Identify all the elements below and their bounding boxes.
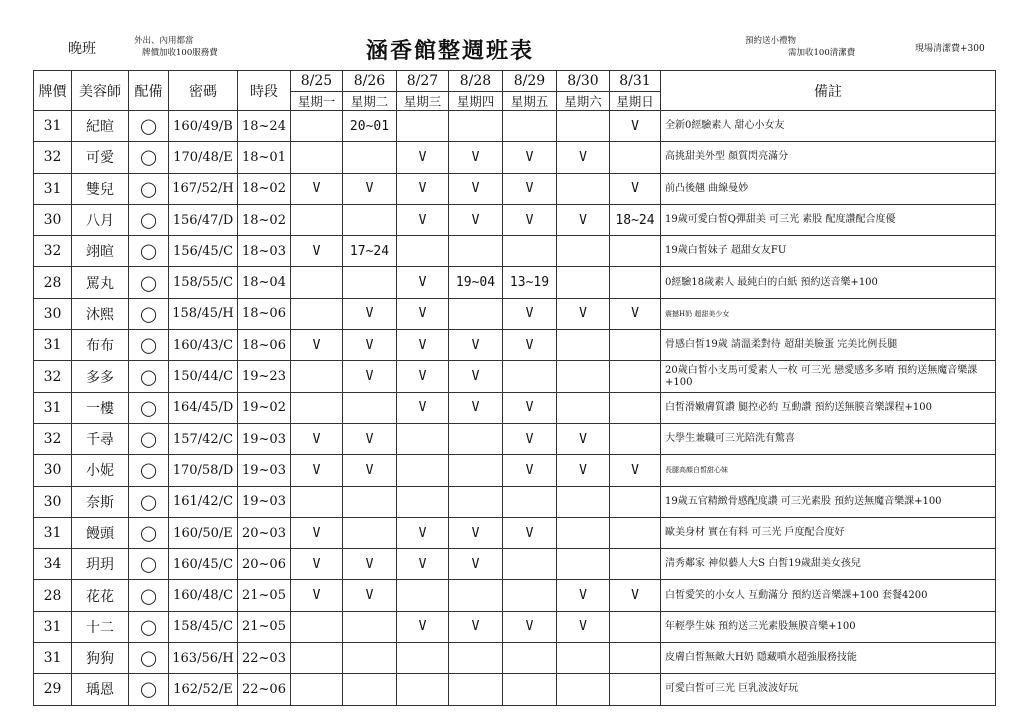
name-cell: 一樓 xyxy=(72,392,129,423)
day-cell xyxy=(449,674,503,705)
header-date: 8/28 xyxy=(449,71,503,92)
time-cell: 18~03 xyxy=(238,236,291,267)
price-cell: 32 xyxy=(34,142,72,173)
day-cell: V xyxy=(557,455,610,486)
day-cell: V xyxy=(343,298,397,329)
time-cell: 19~23 xyxy=(238,361,291,392)
day-cell xyxy=(503,236,557,267)
day-cell xyxy=(291,111,343,142)
day-cell: V xyxy=(503,611,557,642)
day-cell xyxy=(610,486,661,517)
day-cell xyxy=(449,423,503,454)
code-cell: 162/52/E xyxy=(169,674,238,705)
day-cell xyxy=(557,267,610,298)
header-date: 8/27 xyxy=(397,71,449,92)
equip-cell: ◯ xyxy=(129,173,169,204)
day-cell xyxy=(291,298,343,329)
note-cell: 全新0經驗素人 甜心小女友 xyxy=(661,111,996,142)
code-cell: 150/44/C xyxy=(169,361,238,392)
header-time: 時段 xyxy=(238,71,291,111)
name-cell: 紀暄 xyxy=(72,111,129,142)
day-cell: V xyxy=(397,330,449,361)
page-title: 涵香館整週班表 xyxy=(365,38,534,64)
day-cell: V xyxy=(291,549,343,580)
table-row xyxy=(34,142,996,173)
day-cell: V xyxy=(610,580,661,611)
name-cell: 小妮 xyxy=(72,455,129,486)
header-weekday: 星期一 xyxy=(291,92,343,111)
day-cell: V xyxy=(503,173,557,204)
day-cell xyxy=(557,361,610,392)
code-cell: 156/45/C xyxy=(169,236,238,267)
day-cell: V xyxy=(397,298,449,329)
day-cell xyxy=(291,204,343,235)
day-cell: V xyxy=(610,111,661,142)
day-cell xyxy=(343,392,397,423)
day-cell xyxy=(503,361,557,392)
day-cell xyxy=(449,455,503,486)
day-cell xyxy=(291,142,343,173)
day-cell xyxy=(557,643,610,674)
day-cell xyxy=(557,517,610,548)
code-cell: 160/50/E xyxy=(169,517,238,548)
price-cell: 30 xyxy=(34,486,72,517)
day-cell: 20~01 xyxy=(343,111,397,142)
day-cell xyxy=(449,486,503,517)
note-cell: 清秀鄰家 神似藝人大S 白皙19歲甜美女孩兒 xyxy=(661,549,996,580)
code-cell: 160/49/B xyxy=(169,111,238,142)
day-cell: V xyxy=(291,173,343,204)
day-cell: V xyxy=(343,173,397,204)
note-cell: 白皙愛笑的小女人 互動滿分 預約送音樂課+100 套餐4200 xyxy=(661,580,996,611)
table-row xyxy=(34,236,996,267)
day-cell: V xyxy=(397,549,449,580)
time-cell: 18~01 xyxy=(238,142,291,173)
day-cell: V xyxy=(610,455,661,486)
note-cell: 前凸後翹 曲線曼妙 xyxy=(661,173,996,204)
table-row xyxy=(34,111,996,142)
equip-cell: ◯ xyxy=(129,549,169,580)
day-cell xyxy=(610,517,661,548)
table-row xyxy=(34,330,996,361)
price-cell: 31 xyxy=(34,111,72,142)
day-cell xyxy=(397,643,449,674)
day-cell: V xyxy=(291,517,343,548)
day-cell xyxy=(343,643,397,674)
day-cell: 18~24 xyxy=(610,204,661,235)
code-cell: 158/45/H xyxy=(169,298,238,329)
day-cell xyxy=(397,236,449,267)
day-cell xyxy=(610,674,661,705)
code-cell: 158/55/C xyxy=(169,267,238,298)
note-cell: 高挑甜美外型 顏質閃亮滿分 xyxy=(661,142,996,173)
header-date: 8/25 xyxy=(291,71,343,92)
day-cell: V xyxy=(503,298,557,329)
day-cell xyxy=(397,486,449,517)
day-cell: V xyxy=(291,580,343,611)
day-cell: 19~04 xyxy=(449,267,503,298)
table-row xyxy=(34,455,996,486)
day-cell: V xyxy=(503,204,557,235)
day-cell: V xyxy=(449,173,503,204)
day-cell: V xyxy=(343,361,397,392)
day-cell: V xyxy=(343,423,397,454)
day-cell: V xyxy=(449,611,503,642)
day-cell: V xyxy=(610,298,661,329)
day-cell xyxy=(397,580,449,611)
equip-cell: ◯ xyxy=(129,111,169,142)
header-weekday: 星期五 xyxy=(503,92,557,111)
note-cell: 骨感白皙19歲 請溫柔對待 超甜美臉蛋 完美比例長腿 xyxy=(661,330,996,361)
time-cell: 18~02 xyxy=(238,204,291,235)
day-cell xyxy=(449,298,503,329)
day-cell xyxy=(291,486,343,517)
name-cell: 玥玥 xyxy=(72,549,129,580)
day-cell: V xyxy=(449,549,503,580)
table-row xyxy=(34,423,996,454)
code-cell: 167/52/H xyxy=(169,173,238,204)
time-cell: 18~04 xyxy=(238,267,291,298)
note-cell: 年輕學生妹 預約送三光素股無膜音樂+100 xyxy=(661,611,996,642)
header-date: 8/31 xyxy=(610,71,661,92)
price-cell: 31 xyxy=(34,517,72,548)
day-cell xyxy=(343,517,397,548)
cleaning-fee-note: 現場清潔費+300 xyxy=(915,44,985,54)
price-cell: 31 xyxy=(34,330,72,361)
note-cell: 震撼H奶 超甜美少女 xyxy=(661,298,996,329)
equip-cell: ◯ xyxy=(129,267,169,298)
equip-cell: ◯ xyxy=(129,236,169,267)
day-cell xyxy=(610,643,661,674)
name-cell: 布布 xyxy=(72,330,129,361)
table-row xyxy=(34,486,996,517)
day-cell xyxy=(557,674,610,705)
day-cell xyxy=(343,267,397,298)
note-cell: 19歲可愛白皙Q彈甜美 可三光 素股 配度讚配合度優 xyxy=(661,204,996,235)
name-cell: 狗狗 xyxy=(72,643,129,674)
day-cell: V xyxy=(503,142,557,173)
header-weekday: 星期六 xyxy=(557,92,610,111)
day-cell: V xyxy=(397,611,449,642)
note-cell: 19歲五官精緻骨感配度讚 可三光素股 預約送無魔音樂課+100 xyxy=(661,486,996,517)
day-cell xyxy=(557,486,610,517)
equip-cell: ◯ xyxy=(129,486,169,517)
header-date: 8/26 xyxy=(343,71,397,92)
note-cell: 20歲白皙小支馬可愛素人一枚 可三光 戀愛感多多唷 預約送無魔音樂課+100 xyxy=(661,361,996,392)
equip-cell: ◯ xyxy=(129,580,169,611)
day-cell xyxy=(610,361,661,392)
day-cell xyxy=(291,392,343,423)
day-cell xyxy=(397,674,449,705)
day-cell xyxy=(343,204,397,235)
day-cell xyxy=(291,611,343,642)
price-cell: 29 xyxy=(34,674,72,705)
day-cell: V xyxy=(610,173,661,204)
time-cell: 20~03 xyxy=(238,517,291,548)
equip-cell: ◯ xyxy=(129,392,169,423)
code-cell: 170/58/D xyxy=(169,455,238,486)
day-cell xyxy=(610,330,661,361)
price-cell: 30 xyxy=(34,455,72,486)
note-cell: 歐美身材 實在有料 可三光 戶度配合度好 xyxy=(661,517,996,548)
price-cell: 28 xyxy=(34,267,72,298)
shift-label: 晚班 xyxy=(68,41,96,57)
price-cell: 31 xyxy=(34,611,72,642)
note-cell: 可愛白皙可三光 巨乳波波好玩 xyxy=(661,674,996,705)
time-cell: 22~03 xyxy=(238,643,291,674)
code-cell: 156/47/D xyxy=(169,204,238,235)
day-cell xyxy=(557,330,610,361)
table-row xyxy=(34,517,996,548)
time-cell: 19~03 xyxy=(238,455,291,486)
day-cell xyxy=(503,674,557,705)
header-price: 牌價 xyxy=(34,71,72,111)
day-cell xyxy=(343,142,397,173)
price-cell: 32 xyxy=(34,361,72,392)
day-cell xyxy=(557,173,610,204)
day-cell: V xyxy=(503,392,557,423)
schedule-table xyxy=(33,70,996,706)
day-cell: V xyxy=(557,298,610,329)
day-cell: V xyxy=(449,517,503,548)
table-row xyxy=(34,267,996,298)
day-cell xyxy=(449,643,503,674)
name-cell: 可愛 xyxy=(72,142,129,173)
header-weekday: 星期三 xyxy=(397,92,449,111)
name-cell: 罵丸 xyxy=(72,267,129,298)
day-cell: V xyxy=(291,236,343,267)
day-cell xyxy=(449,236,503,267)
day-cell: V xyxy=(557,580,610,611)
day-cell: V xyxy=(343,549,397,580)
equip-cell: ◯ xyxy=(129,361,169,392)
day-cell: V xyxy=(557,423,610,454)
price-cell: 28 xyxy=(34,580,72,611)
name-cell: 千尋 xyxy=(72,423,129,454)
day-cell: V xyxy=(291,330,343,361)
table-row xyxy=(34,674,996,705)
table-row xyxy=(34,611,996,642)
day-cell xyxy=(343,674,397,705)
equip-cell: ◯ xyxy=(129,455,169,486)
note-cell: 白皙滑嫩膚質讚 腿控必約 互動讚 預約送無膜音樂課程+100 xyxy=(661,392,996,423)
table-row xyxy=(34,361,996,392)
day-cell: V xyxy=(503,330,557,361)
code-cell: 164/45/D xyxy=(169,392,238,423)
time-cell: 20~06 xyxy=(238,549,291,580)
day-cell: V xyxy=(449,204,503,235)
note-cell: 19歲白皙妹子 超甜女友FU xyxy=(661,236,996,267)
header-equip: 配備 xyxy=(129,71,169,111)
price-cell: 31 xyxy=(34,392,72,423)
day-cell xyxy=(557,392,610,423)
price-cell: 31 xyxy=(34,173,72,204)
day-cell xyxy=(610,236,661,267)
equip-cell: ◯ xyxy=(129,142,169,173)
day-cell xyxy=(343,486,397,517)
equip-cell: ◯ xyxy=(129,298,169,329)
code-cell: 157/42/C xyxy=(169,423,238,454)
day-cell: V xyxy=(557,142,610,173)
header-weekday: 星期四 xyxy=(449,92,503,111)
table-row xyxy=(34,580,996,611)
name-cell: 奈斯 xyxy=(72,486,129,517)
day-cell xyxy=(503,549,557,580)
name-cell: 饅頭 xyxy=(72,517,129,548)
name-cell: 多多 xyxy=(72,361,129,392)
day-cell xyxy=(397,423,449,454)
price-cell: 32 xyxy=(34,423,72,454)
code-cell: 160/48/C xyxy=(169,580,238,611)
header-name: 美容師 xyxy=(72,71,129,111)
price-cell: 31 xyxy=(34,643,72,674)
name-cell: 翊暄 xyxy=(72,236,129,267)
time-cell: 18~06 xyxy=(238,330,291,361)
day-cell: V xyxy=(397,173,449,204)
equip-cell: ◯ xyxy=(129,423,169,454)
header-weekday: 星期日 xyxy=(610,92,661,111)
table-row xyxy=(34,173,996,204)
table-row xyxy=(34,392,996,423)
day-cell: V xyxy=(397,204,449,235)
name-cell: 瑀恩 xyxy=(72,674,129,705)
table-row xyxy=(34,643,996,674)
day-cell xyxy=(610,142,661,173)
equip-cell: ◯ xyxy=(129,330,169,361)
day-cell xyxy=(291,361,343,392)
day-cell xyxy=(610,267,661,298)
price-cell: 30 xyxy=(34,298,72,329)
table-row xyxy=(34,549,996,580)
table-row xyxy=(34,298,996,329)
day-cell xyxy=(610,611,661,642)
day-cell xyxy=(610,392,661,423)
day-cell: V xyxy=(503,423,557,454)
equip-cell: ◯ xyxy=(129,674,169,705)
day-cell: V xyxy=(397,142,449,173)
header-note: 備註 xyxy=(661,71,996,111)
note-cell: 長腿高顏白皙甜心妹 xyxy=(661,455,996,486)
day-cell: 13~19 xyxy=(503,267,557,298)
time-cell: 21~05 xyxy=(238,611,291,642)
table-row xyxy=(34,204,996,235)
price-cell: 32 xyxy=(34,236,72,267)
price-cell: 34 xyxy=(34,549,72,580)
time-cell: 18~02 xyxy=(238,173,291,204)
name-cell: 雙兒 xyxy=(72,173,129,204)
day-cell: V xyxy=(291,455,343,486)
day-cell xyxy=(610,423,661,454)
day-cell xyxy=(557,549,610,580)
service-note-line1: 外出、內用都當 xyxy=(134,36,194,46)
day-cell: V xyxy=(557,204,610,235)
code-cell: 158/45/C xyxy=(169,611,238,642)
day-cell xyxy=(503,486,557,517)
time-cell: 21~05 xyxy=(238,580,291,611)
name-cell: 沐熙 xyxy=(72,298,129,329)
note-cell: 大學生兼職可三光陪洗有驚喜 xyxy=(661,423,996,454)
day-cell xyxy=(449,111,503,142)
note-cell: 0經驗18歲素人 最純白的白紙 預約送音樂+100 xyxy=(661,267,996,298)
day-cell: V xyxy=(449,142,503,173)
day-cell: V xyxy=(503,455,557,486)
day-cell xyxy=(397,111,449,142)
day-cell: V xyxy=(397,392,449,423)
header-weekday: 星期二 xyxy=(343,92,397,111)
day-cell: V xyxy=(343,330,397,361)
name-cell: 十二 xyxy=(72,611,129,642)
day-cell: V xyxy=(557,611,610,642)
gift-note-line1: 預約送小禮物 xyxy=(745,36,797,46)
day-cell xyxy=(343,611,397,642)
day-cell: V xyxy=(397,267,449,298)
day-cell: V xyxy=(503,517,557,548)
service-note-line2: 牌價加收100服務費 xyxy=(142,48,218,58)
day-cell: V xyxy=(291,423,343,454)
day-cell: 17~24 xyxy=(343,236,397,267)
day-cell xyxy=(291,643,343,674)
day-cell xyxy=(503,580,557,611)
header-date: 8/29 xyxy=(503,71,557,92)
day-cell: V xyxy=(343,455,397,486)
day-cell xyxy=(449,580,503,611)
equip-cell: ◯ xyxy=(129,643,169,674)
code-cell: 160/45/C xyxy=(169,549,238,580)
code-cell: 160/43/C xyxy=(169,330,238,361)
note-cell: 皮膚白皙無敵大H奶 隱藏噴水超強服務技能 xyxy=(661,643,996,674)
time-cell: 18~24 xyxy=(238,111,291,142)
day-cell: V xyxy=(343,580,397,611)
day-cell: V xyxy=(397,517,449,548)
header-code: 密碼 xyxy=(169,71,238,111)
day-cell xyxy=(503,111,557,142)
day-cell: V xyxy=(449,330,503,361)
day-cell xyxy=(397,455,449,486)
day-cell xyxy=(503,643,557,674)
equip-cell: ◯ xyxy=(129,204,169,235)
time-cell: 19~02 xyxy=(238,392,291,423)
code-cell: 161/42/C xyxy=(169,486,238,517)
equip-cell: ◯ xyxy=(129,517,169,548)
day-cell xyxy=(557,236,610,267)
time-cell: 19~03 xyxy=(238,486,291,517)
gift-note-line2: 需加收100清潔費 xyxy=(788,48,856,58)
day-cell xyxy=(610,549,661,580)
code-cell: 170/48/E xyxy=(169,142,238,173)
time-cell: 18~06 xyxy=(238,298,291,329)
day-cell xyxy=(291,267,343,298)
day-cell xyxy=(557,111,610,142)
header-date: 8/30 xyxy=(557,71,610,92)
name-cell: 八月 xyxy=(72,204,129,235)
name-cell: 花花 xyxy=(72,580,129,611)
day-cell: V xyxy=(397,361,449,392)
price-cell: 30 xyxy=(34,204,72,235)
day-cell: V xyxy=(449,361,503,392)
time-cell: 22~06 xyxy=(238,674,291,705)
day-cell xyxy=(291,674,343,705)
day-cell: V xyxy=(449,392,503,423)
code-cell: 163/56/H xyxy=(169,643,238,674)
equip-cell: ◯ xyxy=(129,611,169,642)
time-cell: 19~03 xyxy=(238,423,291,454)
